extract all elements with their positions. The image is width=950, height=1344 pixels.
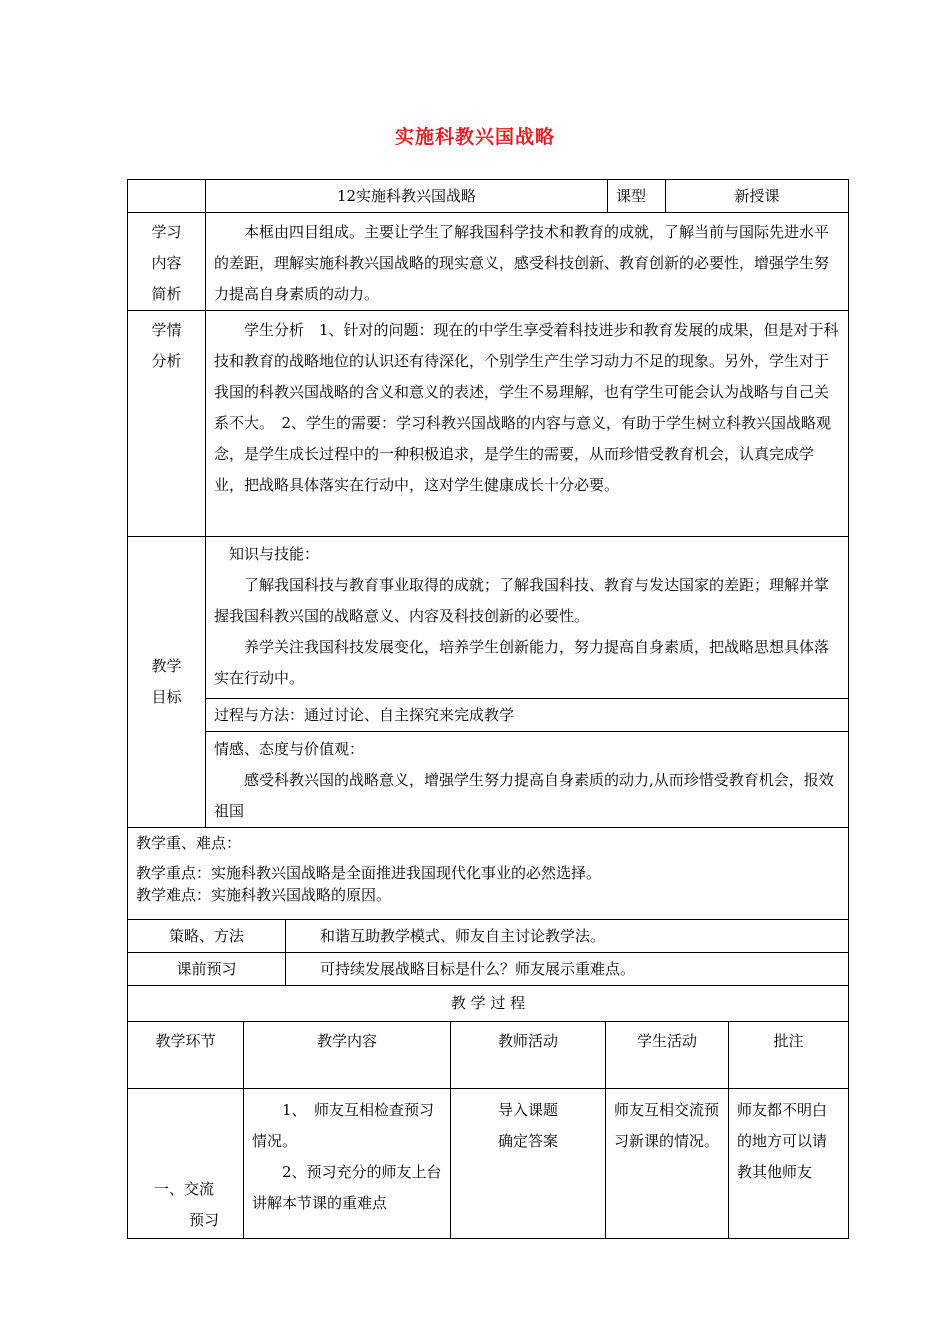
teacher-cell: 导入课题 确定答案: [451, 1089, 606, 1239]
lesson-type-label: 课型: [608, 180, 666, 213]
knowledge-text: 了解我国科技与教育事业取得的成就；了解我国科技、教育与发达国家的差距；理解并掌握我国科教兴国的战略意义、内容及科技创新的必要性。: [214, 576, 830, 625]
emotion-text: 感受科教兴国的战略意义，增强学生努力提高自身素质的动力,从而珍惜受教育机会，报效祖国: [214, 771, 834, 820]
process-method-text: 过程与方法：通过讨论、自主探究来完成教学: [206, 699, 849, 732]
preview-row: [128, 953, 849, 986]
col-stage: 教学环节: [128, 1022, 244, 1089]
content-cell: [244, 1089, 451, 1239]
header-row: [128, 180, 849, 213]
stage-cell: 一、交流 预习: [128, 1089, 244, 1239]
key-point-text: 教学重点：实施科教兴国战略是全面推进我国现代化事业的必然选择。: [136, 864, 602, 882]
content-summary-text: 本框由四目组成。主要让学生了解我国科学技术和教育的成就，了解当前与国际先进水平的差距，理解实施科教兴国战略的现实意义，感受科技创新、教育创新的必要性，增强学生努力提高自身素质的动力。: [214, 223, 830, 303]
key-points-heading: 教学重、难点：: [136, 834, 242, 852]
objectives-emotion-row: [128, 732, 849, 828]
process-table: [127, 1021, 849, 1239]
strategy-row: [128, 920, 849, 953]
blank-cell: [128, 180, 206, 213]
lesson-plan-table: [127, 179, 849, 1022]
student-analysis-label: 学情 分析: [128, 311, 206, 537]
emotion-heading: 情感、态度与价值观：: [214, 740, 365, 758]
col-teacher: 教师活动: [451, 1022, 606, 1089]
content-item-1: 1、 师友互相检查预习情况。: [252, 1101, 435, 1150]
key-points-row: [128, 828, 849, 920]
process-title-row: [128, 986, 849, 1022]
preview-label: 课前预习: [128, 953, 286, 986]
objectives-process-row: [128, 699, 849, 732]
lesson-type-value: 新授课: [666, 180, 849, 213]
content-summary-label: 学习 内容 简析: [128, 213, 206, 311]
note-cell: 师友都不明白的地方可以请教其他师友: [729, 1089, 849, 1239]
student-cell: 师友互相交流预习新课的情况。: [606, 1089, 729, 1239]
difficult-point-text: 教学难点：实施科教兴国战略的原因。: [136, 886, 392, 904]
preview-value: 可持续发展战略目标是什么？师友展示重难点。: [286, 953, 849, 986]
col-content: 教学内容: [244, 1022, 451, 1089]
strategy-value: 和谐互助教学模式、师友自主讨论教学法。: [286, 920, 849, 953]
content-summary-row: [128, 213, 849, 311]
objectives-knowledge-row: [128, 537, 849, 699]
knowledge-text-2: 养学关注我国科技发展变化，培养学生创新能力，努力提高自身素质，把战略思想具体落实在行动中。: [214, 638, 830, 687]
process-header-row: [128, 1022, 849, 1089]
student-analysis-text: 学生分析 1、针对的问题：现在的中学生享受着科技进步和教育发展的成果，但是对于科技和教育的战略地位的认识还有待深化，个别学生产生学习动力不足的现象。另外，学生对于我国的科教兴国战略的含义和意义的表述，学生不易理解，也有学生可能会认为战略与自己关系不大。 2、学生的需要：学习科教兴国战略的内容与意义，有助于学生树立科教兴国战略观念，是学生成长过程中的一种积极追求，是学生的需要，从而珍惜受教育机会，认真完成学业，把战略具体落实在行动中，这对学生健康成长十分必要。: [214, 321, 839, 494]
process-row: [128, 1089, 849, 1239]
strategy-label: 策略、方法: [128, 920, 286, 953]
col-note: 批注: [729, 1022, 849, 1089]
student-analysis-row: [128, 311, 849, 537]
objectives-label: 教学 目标: [128, 537, 206, 828]
content-item-2: 2、预习充分的师友上台讲解本节课的重难点: [252, 1163, 442, 1212]
col-student: 学生活动: [606, 1022, 729, 1089]
page-title: 实施科教兴国战略: [394, 126, 555, 148]
lesson-topic: 12实施科教兴国战略: [206, 180, 608, 213]
process-title: 教 学 过 程: [128, 986, 849, 1022]
knowledge-heading: 知识与技能：: [229, 545, 320, 563]
